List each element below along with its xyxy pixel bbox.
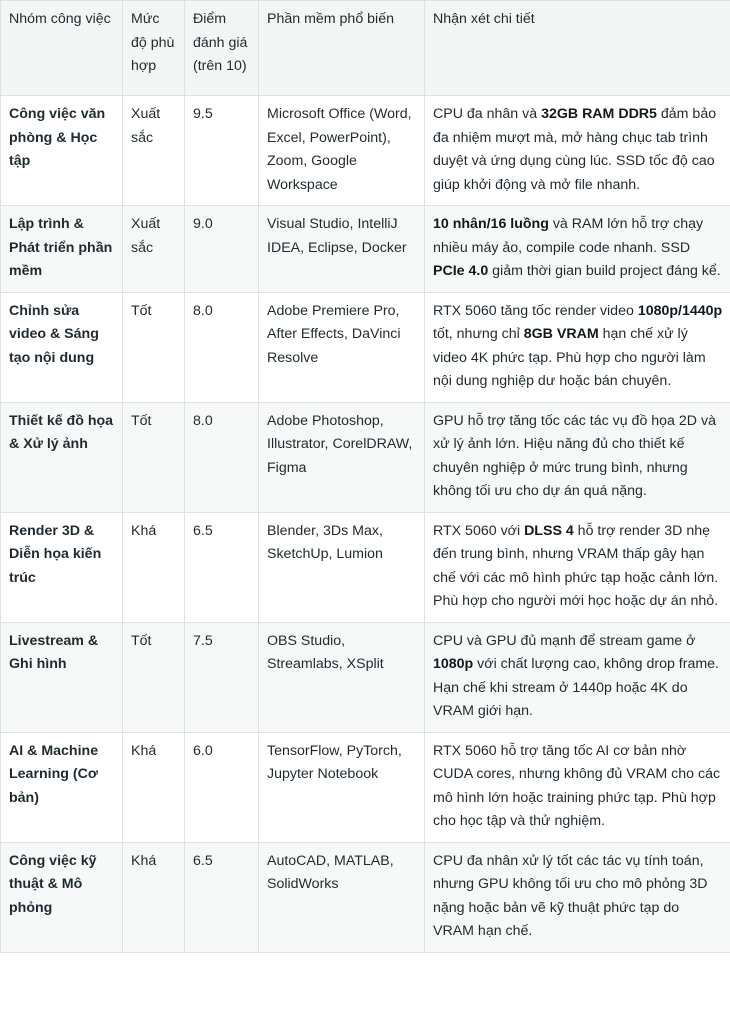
table-row: [1, 512, 730, 622]
notes-text: RTX 5060 hỗ trợ tăng tốc AI cơ bản nhờ CUDA cores, nhưng không đủ VRAM cho các mô hình lớn hoặc training phức tạp. Phù hợp cho học tập và thử nghiệm.: [433, 742, 721, 829]
cell-notes: [425, 206, 730, 293]
cell-suitability: Tốt: [123, 402, 185, 512]
cell-software: Microsoft Office (Word, Excel, PowerPoint), Zoom, Google Workspace: [259, 96, 425, 206]
notes-text: đảm bảo đa nhiệm mượt mà, mở hàng chục tab trình duyệt và ứng dụng cùng lúc. SSD tốc độ cao giúp khởi động và mở file nhanh.: [433, 106, 717, 193]
cell-suitability: Xuất sắc: [123, 96, 185, 206]
cell-software: Adobe Photoshop, Illustrator, CorelDRAW, Figma: [259, 402, 425, 512]
cell-score: 8.0: [185, 402, 259, 512]
header-group: Nhóm công việc: [1, 1, 123, 96]
cell-software: Adobe Premiere Pro, After Effects, DaVinci Resolve: [259, 292, 425, 402]
cell-suitability: Tốt: [123, 622, 185, 732]
cell-group: Công việc văn phòng & Học tập: [1, 96, 123, 206]
cell-group: Chỉnh sửa video & Sáng tạo nội dung: [1, 292, 123, 402]
notes-text: GPU hỗ trợ tăng tốc các tác vụ đồ họa 2D và xử lý ảnh lớn. Hiệu năng đủ cho thiết kế chuyên nghiệp ở mức trung bình, nhưng không tối ưu cho dự án quá nặng.: [433, 412, 716, 499]
cell-software: Blender, 3Ds Max, SketchUp, Lumion: [259, 512, 425, 622]
notes-highlight: PCIe 4.0: [433, 263, 489, 279]
cell-group: Livestream & Ghi hình: [1, 622, 123, 732]
notes-highlight: 10 nhân/16 luồng: [433, 216, 549, 232]
header-suitability: Mức độ phù hợp: [123, 1, 185, 96]
cell-score: 6.0: [185, 732, 259, 842]
cell-score: 6.5: [185, 842, 259, 952]
table-row: [1, 402, 730, 512]
cell-group: AI & Machine Learning (Cơ bản): [1, 732, 123, 842]
cell-suitability: Xuất sắc: [123, 206, 185, 293]
cell-software: Visual Studio, IntelliJ IDEA, Eclipse, Docker: [259, 206, 425, 293]
cell-suitability: Khá: [123, 512, 185, 622]
cell-suitability: Khá: [123, 842, 185, 952]
header-software: Phần mềm phổ biến: [259, 1, 425, 96]
notes-text: tốt, nhưng chỉ: [433, 326, 524, 342]
cell-score: 6.5: [185, 512, 259, 622]
cell-group: Công việc kỹ thuật & Mô phỏng: [1, 842, 123, 952]
notes-text: hỗ trợ render 3D nhẹ đến trung bình, nhưng VRAM thấp gây hạn chế với các mô hình phức tạp hoặc cảnh lớn. Phù hợp cho người mới học hoặc dự án nhỏ.: [433, 522, 719, 609]
notes-highlight: DLSS 4: [524, 522, 574, 539]
notes-text: RTX 5060 tăng tốc render video: [433, 302, 638, 319]
table-row: [1, 732, 730, 842]
table-row: [1, 96, 730, 206]
notes-text: giảm thời gian build project đáng kể.: [488, 263, 721, 279]
notes-text: hạn chế xử lý video 4K phức tạp. Phù hợp cho người làm nội dung nghiệp dư hoặc bán chuyên.: [433, 326, 706, 389]
table-row: [1, 622, 730, 732]
cell-score: 9.0: [185, 206, 259, 293]
cell-notes: [425, 732, 730, 842]
table-body: [1, 96, 730, 953]
notes-text: và RAM lớn hỗ trợ chạy nhiều máy ảo, compile code nhanh. SSD: [433, 216, 704, 256]
cell-suitability: Khá: [123, 732, 185, 842]
cell-group: Lập trình & Phát triển phần mềm: [1, 206, 123, 293]
cell-notes: [425, 842, 730, 952]
cell-software: OBS Studio, Streamlabs, XSplit: [259, 622, 425, 732]
notes-highlight: 8GB VRAM: [523, 326, 599, 342]
cell-suitability: Tốt: [123, 292, 185, 402]
notes-highlight: 1080p/1440p: [637, 302, 723, 319]
notes-text: CPU và GPU đủ mạnh để stream game ở: [433, 632, 696, 649]
cell-software: TensorFlow, PyTorch, Jupyter Notebook: [259, 732, 425, 842]
notes-highlight: 32GB RAM DDR5: [541, 106, 657, 122]
table-row: [1, 292, 730, 402]
header-score: Điểm đánh giá (trên 10): [185, 1, 259, 96]
cell-score: 8.0: [185, 292, 259, 402]
table-row: [1, 842, 730, 952]
notes-text: RTX 5060 với: [433, 522, 525, 539]
notes-text: CPU đa nhân và: [433, 106, 542, 122]
cell-software: AutoCAD, MATLAB, SolidWorks: [259, 842, 425, 952]
notes-text: với chất lượng cao, không drop frame. Hạn chế khi stream ở 1440p hoặc 4K do VRAM giới hạn.: [433, 656, 720, 719]
cell-group: Render 3D & Diễn họa kiến trúc: [1, 512, 123, 622]
cell-group: Thiết kế đồ họa & Xử lý ảnh: [1, 402, 123, 512]
cell-notes: [425, 402, 730, 512]
cell-notes: [425, 622, 730, 732]
cell-notes: [425, 292, 730, 402]
cell-notes: [425, 96, 730, 206]
cell-score: 9.5: [185, 96, 259, 206]
cell-notes: [425, 512, 730, 622]
table-row: [1, 206, 730, 293]
table-header-row: [1, 1, 730, 96]
header-notes: Nhận xét chi tiết: [425, 1, 730, 96]
notes-highlight: 1080p: [433, 656, 474, 672]
notes-text: CPU đa nhân xử lý tốt các tác vụ tính toán, nhưng GPU không tối ưu cho mô phỏng 3D nặng hoặc bản vẽ kỹ thuật phức tạp do VRAM hạn chế.: [433, 852, 708, 939]
cell-score: 7.5: [185, 622, 259, 732]
